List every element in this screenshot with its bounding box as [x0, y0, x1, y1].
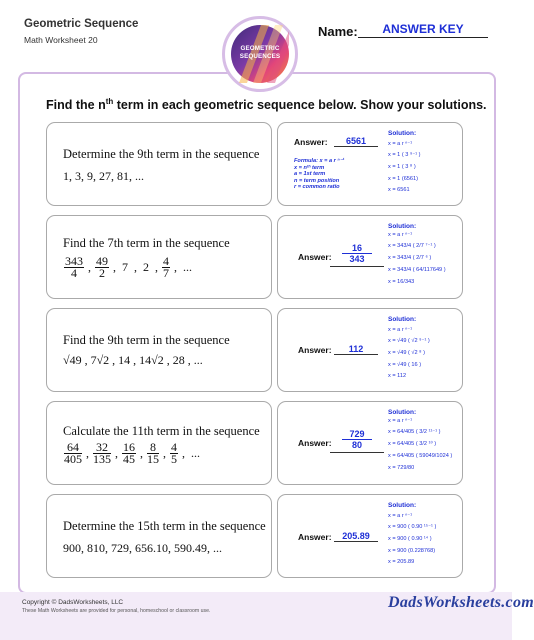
answer-denominator: 80 — [351, 440, 362, 450]
solution-step: x = a r ⁿ⁻¹ — [388, 327, 413, 333]
solution-step: x = 343/4 ( 64/117649 ) — [388, 267, 446, 273]
solution-title: Solution: — [388, 409, 417, 416]
fraction-denominator: 405 — [64, 452, 82, 466]
answer-value[interactable]: 112 — [334, 344, 378, 355]
sequence-separator: , — [140, 446, 143, 460]
sequence-term: 2 — [143, 260, 149, 274]
sequence-separator: , — [115, 446, 118, 460]
solution-step: x = 205.89 — [388, 559, 415, 565]
solution-step: x = 900 (0.228768) — [388, 548, 436, 554]
answer-card-2 — [277, 215, 463, 299]
answer-card-5 — [277, 494, 463, 578]
solution-title: Solution: — [388, 130, 417, 137]
solution-step: x = 64/405 ( 3/2 ¹¹⁻¹ ) — [388, 429, 441, 435]
name-label: Name: — [318, 24, 358, 39]
sequence-separator: , — [86, 446, 89, 460]
sequence-fraction — [95, 256, 109, 279]
worksheet-title: Geometric Sequence — [24, 18, 139, 30]
sequence-fraction — [64, 256, 84, 279]
sequence-separator: , — [134, 260, 137, 274]
question-sequence: 1, 3, 9, 27, 81, ... — [63, 169, 144, 183]
question-sequence — [63, 442, 203, 465]
solution-step: x = √49 ( √2 ⁹⁻¹ ) — [388, 338, 430, 344]
fraction-numerator: 4 — [171, 440, 177, 454]
question-card-5 — [46, 494, 272, 578]
instructions-part-2: term in each geometric sequence below. Show your solutions. — [113, 98, 487, 113]
solution-step: x = 900 ( 0.90 ¹⁵⁻¹ ) — [388, 524, 437, 530]
fraction-numerator: 49 — [96, 254, 108, 268]
question-card-1 — [46, 122, 272, 206]
solution-step: x = 64/405 ( 3/2 ¹⁰ ) — [388, 441, 437, 447]
worksheet-subtitle: Math Worksheet 20 — [24, 35, 98, 45]
solution-step: x = a r ⁿ⁻¹ — [388, 418, 413, 424]
badge-line-1: GEOMETRIC — [240, 45, 280, 52]
formula-line: n = term position — [294, 177, 340, 184]
question-prompt: Calculate the 11th term in the sequence — [63, 424, 260, 438]
question-card-2 — [46, 215, 272, 299]
solution-title: Solution: — [388, 316, 417, 323]
sequence-term: ... — [191, 446, 200, 460]
question-card-4 — [46, 401, 272, 485]
fraction-numerator: 32 — [93, 442, 111, 454]
answer-card-3 — [277, 308, 463, 392]
question-prompt: Determine the 15th term in the sequence — [63, 519, 266, 533]
question-prompt: Find the 7th term in the sequence — [63, 236, 230, 250]
question-sequence: 900, 810, 729, 656.10, 590.49, ... — [63, 541, 222, 555]
fraction-numerator: 343 — [65, 254, 83, 268]
question-sequence — [63, 256, 195, 279]
sequence-separator: , — [174, 260, 177, 274]
solution-step: x = √49 ( √2 ⁸ ) — [388, 350, 425, 356]
answer-label: Answer: — [294, 137, 328, 147]
copyright-text: Copyright © DadsWorksheets, LLC — [22, 599, 124, 606]
instructions — [46, 97, 487, 112]
fraction-numerator: 4 — [163, 254, 169, 268]
solution-step: x = a r ⁿ⁻¹ — [388, 513, 413, 519]
answer-underline — [330, 452, 384, 453]
solution-step: x = 16/343 — [388, 279, 415, 285]
usage-note: These Math Worksheets are provided for personal, homeschool or classroom use. — [22, 608, 211, 614]
answer-label: Answer: — [298, 532, 332, 542]
solution-step: x = 6561 — [388, 187, 410, 193]
solution-title: Solution: — [388, 502, 417, 509]
formula-line: a = 1st term — [294, 171, 326, 178]
fraction-numerator: 8 — [147, 442, 159, 454]
solution-step: x = 343/4 ( 2/7 ⁶ ) — [388, 255, 432, 261]
formula-box — [294, 158, 344, 191]
solution-title: Solution: — [388, 223, 417, 230]
question-card-3 — [46, 308, 272, 392]
answer-value[interactable] — [342, 429, 372, 450]
answer-denominator: 343 — [349, 254, 365, 264]
sequence-fraction — [170, 442, 178, 465]
solution-step: x = 1 ( 3 ⁹⁻¹ ) — [388, 152, 421, 158]
answer-label: Answer: — [298, 345, 332, 355]
solution-step: x = 64/405 ( 59049/1024 ) — [388, 453, 453, 459]
formula-line: x = nᵗʰ term — [294, 164, 325, 171]
sequence-term: 7 — [122, 260, 128, 274]
fraction-denominator: 135 — [93, 452, 111, 466]
sequence-separator: , — [155, 260, 158, 274]
answer-value[interactable] — [342, 243, 372, 264]
sequence-separator: , — [182, 446, 185, 460]
answer-underline — [330, 266, 384, 267]
solution-step: x = √49 ( 16 ) — [388, 362, 422, 368]
sequence-fraction — [64, 442, 82, 465]
sequence-fraction — [147, 442, 159, 465]
sequence-term: ... — [183, 260, 192, 274]
sequence-fraction — [122, 442, 136, 465]
question-prompt: Determine the 9th term in the sequence — [63, 147, 260, 161]
site-logo[interactable]: DadsWorksheets.com — [388, 594, 534, 611]
question-sequence: √49 , 7√2 , 14 , 14√2 , 28 , ... — [63, 353, 203, 367]
fraction-denominator: 4 — [71, 266, 77, 280]
fraction-numerator: 64 — [64, 442, 82, 454]
question-prompt: Find the 9th term in the sequence — [63, 333, 230, 347]
fraction-denominator: 7 — [163, 266, 169, 280]
solution-step: x = 900 ( 0.90 ¹⁴ ) — [388, 536, 432, 542]
answer-numerator: 729 — [342, 429, 372, 440]
sequence-separator: , — [163, 446, 166, 460]
solution-step: x = 343/4 ( 2/7 ⁷⁻¹ ) — [388, 243, 436, 249]
answer-value[interactable]: 205.89 — [334, 531, 378, 542]
fraction-denominator: 45 — [123, 452, 135, 466]
instructions-part-1: Find the n — [46, 98, 106, 113]
badge-line-2: SEQUENCES — [239, 52, 281, 60]
answer-label: Answer: — [298, 252, 332, 262]
solution-step: x = a r ⁿ⁻¹ — [388, 141, 413, 147]
answer-label: Answer: — [298, 438, 332, 448]
answer-value[interactable]: 6561 — [334, 136, 378, 147]
sequence-fraction — [162, 256, 170, 279]
instructions-sup: th — [105, 97, 114, 106]
sequence-fraction — [93, 442, 111, 465]
topic-badge — [222, 16, 298, 92]
solution-step: x = 1 ( 3 ⁸ ) — [388, 164, 416, 170]
solution-step: x = a r ⁿ⁻¹ — [388, 232, 413, 238]
fraction-denominator: 2 — [99, 266, 105, 280]
answer-card-1 — [277, 122, 463, 206]
fraction-denominator: 5 — [171, 452, 177, 466]
sequence-separator: , — [113, 260, 116, 274]
sequence-separator: , — [88, 260, 91, 274]
solution-step: x = 729/80 — [388, 465, 415, 471]
answer-numerator: 16 — [342, 243, 372, 254]
formula-line: r = common ratio — [294, 184, 340, 191]
name-field[interactable]: ANSWER KEY — [358, 22, 488, 38]
solution-step: x = 112 — [388, 373, 407, 379]
fraction-numerator: 16 — [123, 440, 135, 454]
badge-graphic — [231, 25, 289, 83]
fraction-denominator: 15 — [147, 452, 159, 466]
solution-step: x = 1 (6561) — [388, 176, 419, 182]
formula-line: Formula: x = a r ⁿ⁻¹ — [294, 158, 345, 164]
answer-card-4 — [277, 401, 463, 485]
